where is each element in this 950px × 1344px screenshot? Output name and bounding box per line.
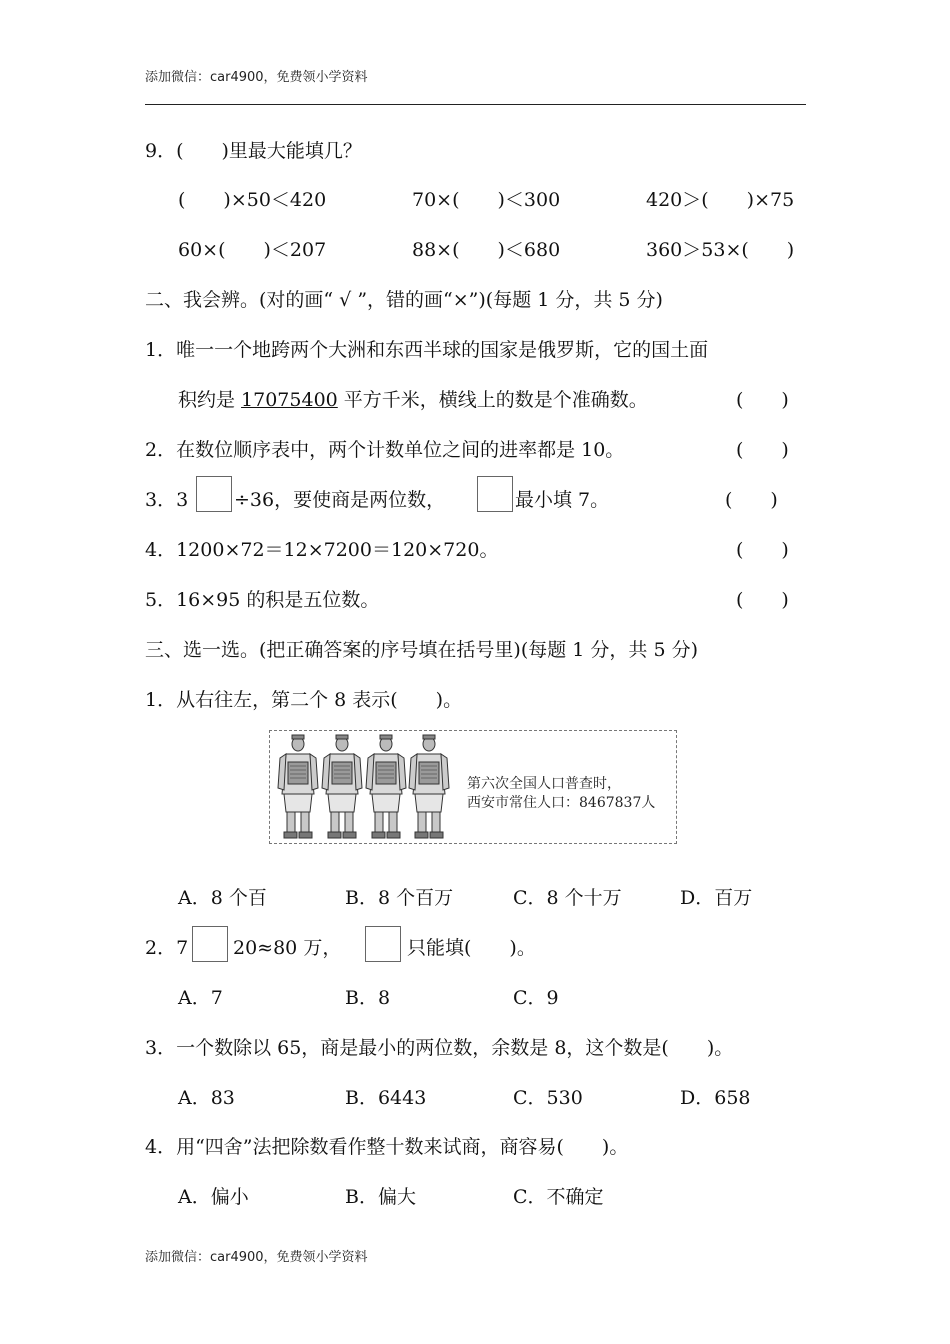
digit-box-reference <box>365 926 401 962</box>
q1-option-b[interactable]: B．8 个百万 <box>345 887 454 909</box>
sec2-q1-line1: 1．唯一一个地跨两个大洲和东西半球的国家是俄罗斯，它的国土面 <box>145 339 709 361</box>
q2-option-c[interactable]: C．9 <box>513 987 559 1009</box>
sec2-q3-pre: 3．3 <box>145 489 189 511</box>
q1-option-c[interactable]: C．8 个十万 <box>513 887 622 909</box>
q2-option-a[interactable]: A．7 <box>178 987 223 1009</box>
q3-option-b[interactable]: B．6443 <box>345 1087 427 1109</box>
q4-option-a[interactable]: A．偏小 <box>178 1186 249 1208</box>
sec2-q1-pre: 积约是 <box>178 389 242 411</box>
digit-box-reference <box>477 476 513 512</box>
q9-r1-c2: 70×( )＜300 <box>412 189 561 211</box>
q9-r1-c1: ( )×50＜420 <box>178 189 327 211</box>
answer-blank-5[interactable]: ( ) <box>736 589 789 611</box>
q2-option-b[interactable]: B．8 <box>345 987 391 1009</box>
sec2-q1-post: 平方千米，横线上的数是个准确数。 <box>337 389 648 411</box>
digit-box[interactable] <box>196 476 232 512</box>
terracotta-warriors-figure <box>269 730 677 844</box>
q1-option-a[interactable]: A．8 个百 <box>178 887 267 909</box>
answer-blank-2[interactable]: ( ) <box>736 439 789 461</box>
caption-line-2: 西安市常住人口：8467837人 <box>467 795 656 811</box>
sec3-q1: 1．从右往左，第二个 8 表示( )。 <box>145 689 463 711</box>
answer-blank-1[interactable]: ( ) <box>736 389 789 411</box>
q9-r2-c1: 60×( )＜207 <box>178 239 327 261</box>
section3-heading: 三、选一选。(把正确答案的序号填在括号里)(每题 1 分，共 5 分) <box>145 639 698 661</box>
section2-heading: 二、我会辨。(对的画“ √ ”，错的画“×”)(每题 1 分，共 5 分) <box>145 289 663 311</box>
footer-note: 添加微信：car4900，免费领小学资料 <box>145 1250 368 1265</box>
q9-r2-c3: 360＞53×( ) <box>646 239 795 261</box>
terracotta-warriors-illustration <box>276 732 451 842</box>
answer-blank-3[interactable]: ( ) <box>725 489 778 511</box>
sec2-q5: 5．16×95 的积是五位数。 <box>145 589 380 611</box>
header-note: 添加微信：car4900，免费领小学资料 <box>145 70 368 85</box>
q9-r1-c3: 420＞( )×75 <box>646 189 795 211</box>
sec3-q2-post: 只能填( )。 <box>407 937 536 959</box>
caption-line-1: 第六次全国人口普查时， <box>467 776 621 792</box>
answer-blank-4[interactable]: ( ) <box>736 539 789 561</box>
sec2-q4: 4．1200×72＝12×7200＝120×720。 <box>145 539 499 561</box>
q3-option-a[interactable]: A．83 <box>178 1087 235 1109</box>
q1-option-d[interactable]: D．百万 <box>680 887 753 909</box>
sec2-q2: 2．在数位顺序表中，两个计数单位之间的进率都是 10。 <box>145 439 625 461</box>
digit-box[interactable] <box>192 926 228 962</box>
q3-option-c[interactable]: C．530 <box>513 1087 583 1109</box>
sec3-q2-mid: 20≈80 万， <box>233 937 342 959</box>
sec3-q4: 4．用“四舍”法把除数看作整十数来试商，商容易( )。 <box>145 1136 629 1158</box>
sec3-q3: 3．一个数除以 65，商是最小的两位数，余数是 8，这个数是( )。 <box>145 1037 734 1059</box>
q9-title: 9．( )里最大能填几？ <box>145 140 362 162</box>
q3-option-d[interactable]: D．658 <box>680 1087 751 1109</box>
sec2-q1-line2 <box>178 388 648 412</box>
q4-option-b[interactable]: B．偏大 <box>345 1186 416 1208</box>
q9-r2-c2: 88×( )＜680 <box>412 239 561 261</box>
sec2-q3-post: 最小填 7。 <box>515 489 610 511</box>
figure-caption <box>467 775 655 813</box>
q4-option-c[interactable]: C．不确定 <box>513 1186 604 1208</box>
header-divider <box>145 104 806 105</box>
underlined-number: 17075400 <box>241 389 338 411</box>
sec3-q2-pre: 2．7 <box>145 937 189 959</box>
sec2-q3-mid: ÷36，要使商是两位数， <box>234 489 446 511</box>
